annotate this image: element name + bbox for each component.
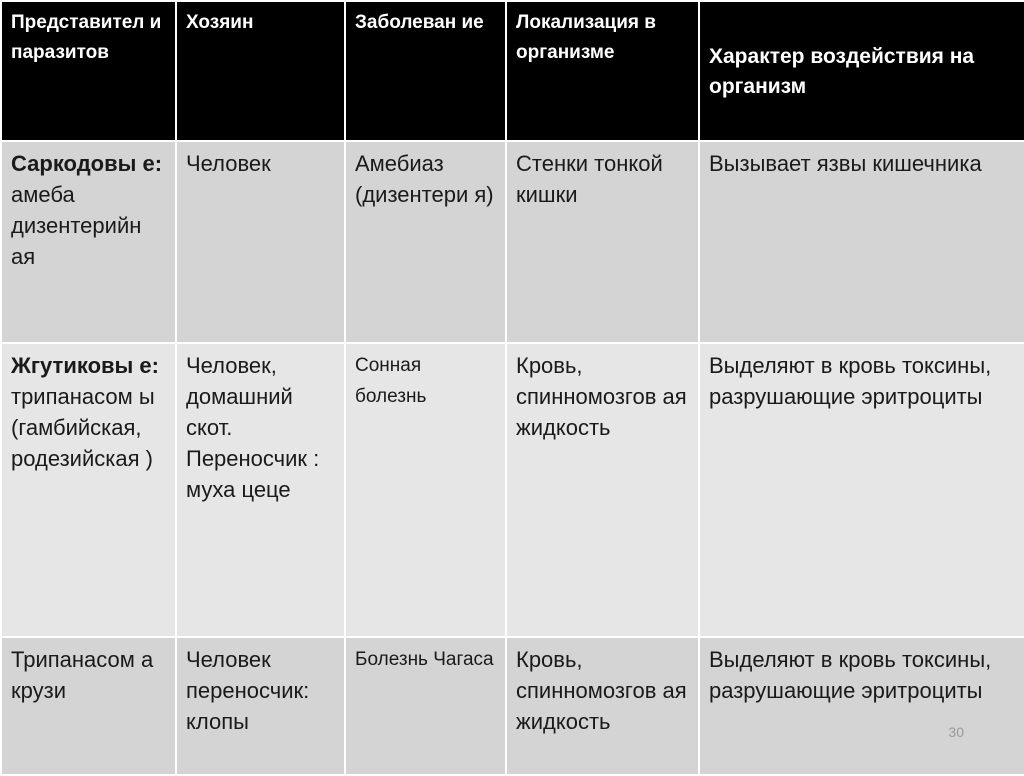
representative-group: Саркодовы е: <box>11 151 163 176</box>
cell-effect: Выделяют в кровь токсины, разрушающие эритроциты <box>699 343 1024 637</box>
cell-representative <box>1 637 176 775</box>
header-effect: Характер воздействия на организм <box>699 1 1024 141</box>
cell-representative <box>1 141 176 343</box>
cell-host: Человек <box>176 141 345 343</box>
cell-representative <box>1 343 176 637</box>
header-localization: Локализация в организме <box>506 1 699 141</box>
representative-species: трипанасом ы (гамбийская, родезийская ) <box>11 384 155 471</box>
header-disease: Заболеван ие <box>345 1 506 141</box>
cell-effect: Выделяют в кровь токсины, разрушающие эритроциты <box>699 637 1024 775</box>
cell-localization: Кровь, спинномозгов ая жидкость <box>506 343 699 637</box>
representative-species: амеба дизентерийн ая <box>11 182 142 269</box>
representative-group: Жгутиковы е: <box>11 353 159 378</box>
representative-species: Трипанасом а крузи <box>11 647 154 703</box>
table-row <box>1 343 1024 637</box>
table-row <box>1 637 1024 775</box>
cell-disease: Сонная болезнь <box>345 343 506 637</box>
cell-disease: Болезнь Чагаса <box>345 637 506 775</box>
cell-effect: Вызывает язвы кишечника <box>699 141 1024 343</box>
cell-localization: Кровь, спинномозгов ая жидкость <box>506 637 699 775</box>
header-row <box>1 1 1024 141</box>
cell-localization: Стенки тонкой кишки <box>506 141 699 343</box>
cell-host: Человек переносчик: клопы <box>176 637 345 775</box>
header-host: Хозяин <box>176 1 345 141</box>
header-representatives: Представител и паразитов <box>1 1 176 141</box>
cell-host: Человек, домашний скот. Переносчик : муха цеце <box>176 343 345 637</box>
table-row <box>1 141 1024 343</box>
cell-disease: Амебиаз (дизентери я) <box>345 141 506 343</box>
page-number: 30 <box>948 724 964 740</box>
